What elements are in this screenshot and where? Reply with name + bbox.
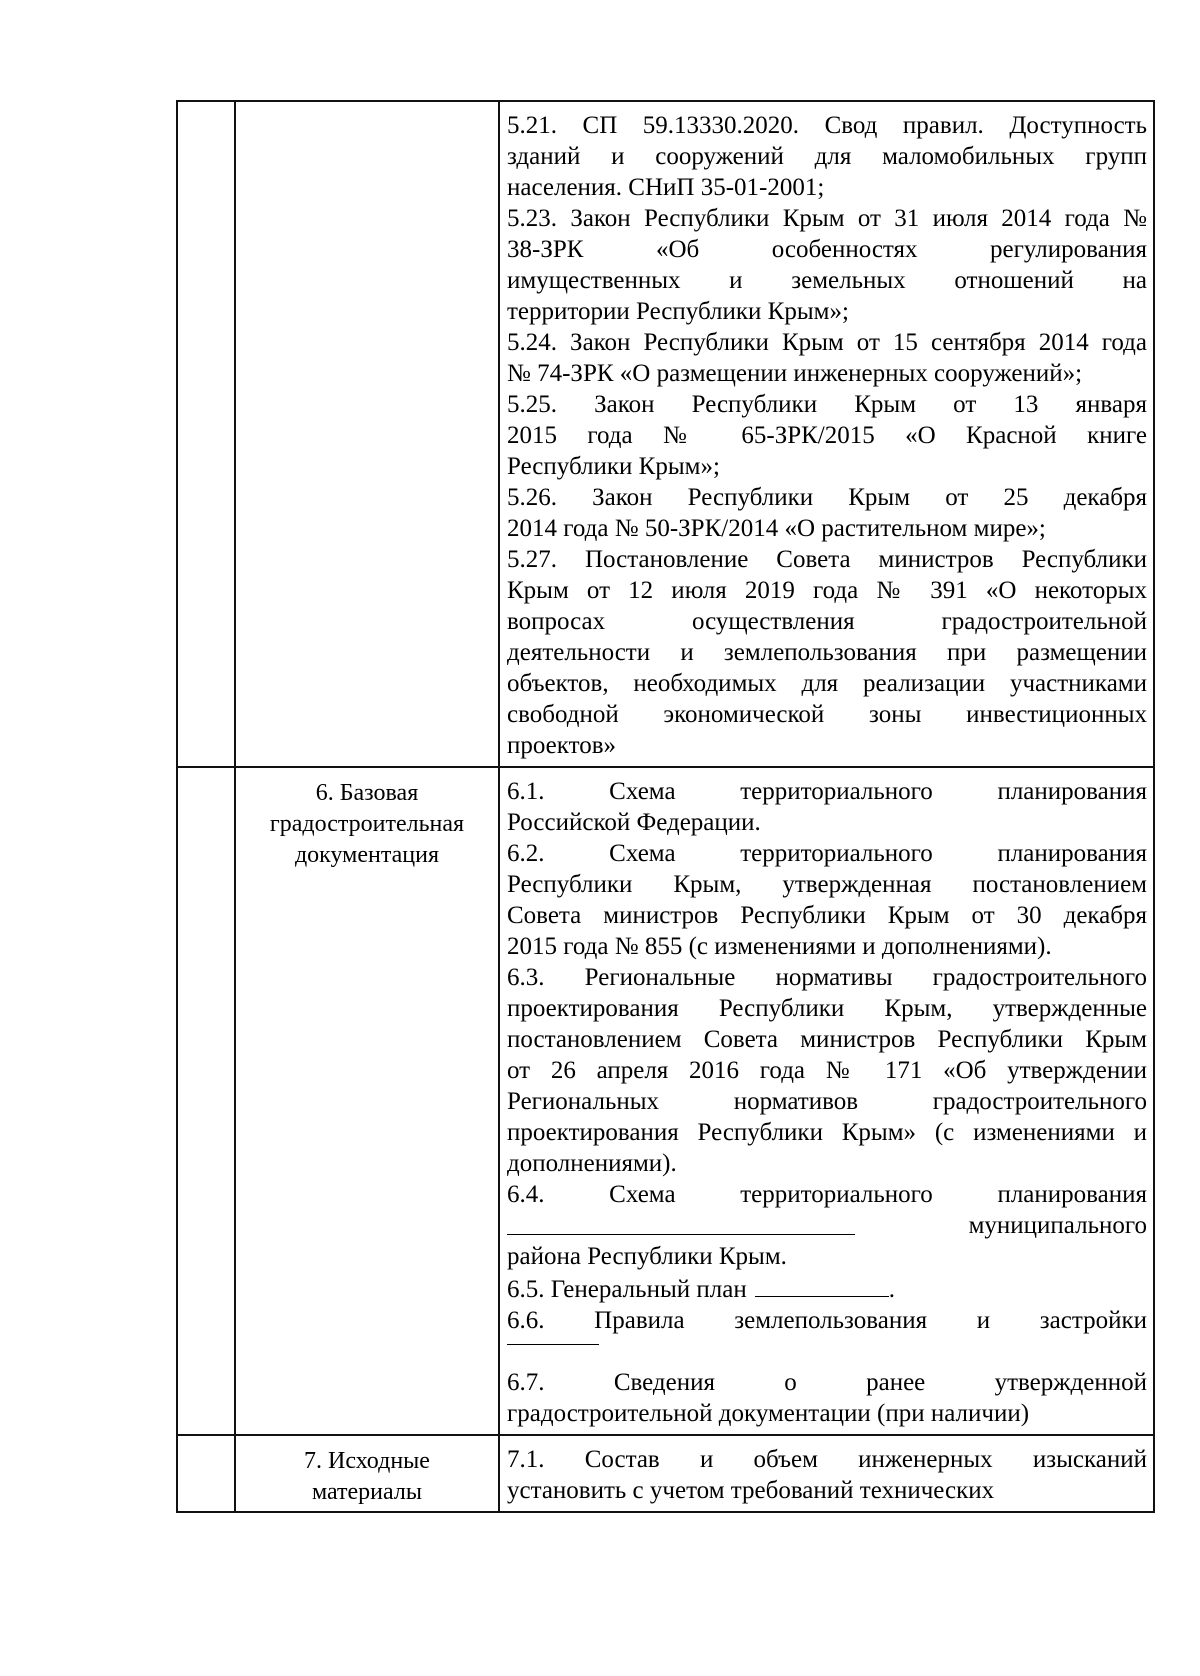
text-line: № 74-ЗРК «О размещении инженерных сооружений»;	[507, 360, 1083, 387]
text-line: Региональных нормативов градостроительного	[507, 1088, 1147, 1115]
text-line: градостроительной документации (при наличии)	[507, 1400, 1030, 1427]
blank-line-with-suffix	[507, 1210, 1147, 1241]
text-line: проектов»	[507, 732, 616, 759]
section-heading	[236, 1436, 498, 1508]
text-line: 5.21. СП 59.13330.2020. Свод правил. Доступность	[507, 112, 1147, 139]
text-line: 6.7. Сведения о ранее утвержденной	[507, 1369, 1147, 1396]
content-cell	[499, 101, 1154, 767]
text-line: от 26 апреля 2016 года № 171 «Об утверждении	[507, 1057, 1147, 1084]
list-item	[507, 776, 1147, 838]
text-line: Российской Федерации.	[507, 809, 761, 836]
text-line: 5.26. Закон Республики Крым от 25 декабря	[507, 484, 1147, 511]
text-line: 6.6. Правила землепользования и застройки	[507, 1307, 1147, 1334]
text-line: Республики Крым, утвержденная постановлением	[507, 871, 1147, 898]
list-item	[507, 203, 1147, 327]
text-line: зданий и сооружений для маломобильных групп	[507, 143, 1147, 170]
section-heading-line: 6. Базовая	[315, 780, 419, 806]
list-item	[507, 482, 1147, 544]
list-item	[507, 962, 1147, 1179]
content-cell	[499, 1435, 1154, 1512]
section-heading-line: документация	[294, 842, 440, 868]
list-item	[507, 1179, 1147, 1272]
section-heading-cell	[235, 101, 499, 767]
list-item	[507, 327, 1147, 389]
text-line: 5.25. Закон Республики Крым от 13 января	[507, 391, 1147, 418]
fill-in-blank	[507, 1336, 1147, 1367]
text-fragment: .	[888, 1276, 895, 1303]
list-item	[507, 838, 1147, 962]
text-line: территории Республики Крым»;	[507, 298, 849, 325]
text-line: 7.1. Состав и объем инженерных изысканий	[507, 1446, 1147, 1473]
table-row	[177, 767, 1154, 1435]
text-line: объектов, необходимых для реализации участниками	[507, 670, 1147, 697]
text-line: 6.3. Региональные нормативы градостроительного	[507, 964, 1147, 991]
text-line: дополнениями).	[507, 1150, 677, 1177]
content-cell	[499, 767, 1154, 1435]
list-item	[507, 1444, 1147, 1506]
text-line: деятельности и землепользования при размещении	[507, 639, 1147, 666]
text-line: 38-ЗРК «Об особенностях регулирования	[507, 236, 1147, 263]
terms-table	[176, 100, 1155, 1513]
list-item	[507, 1367, 1147, 1429]
text-line: имущественных и земельных отношений на	[507, 267, 1147, 294]
section-heading	[236, 768, 498, 871]
text-line: установить с учетом требований технических	[507, 1477, 995, 1504]
fill-in-blank	[507, 1210, 855, 1235]
text-line: населения. СНиП 35-01-2001;	[507, 174, 825, 201]
number-cell	[177, 101, 235, 767]
list-item	[507, 389, 1147, 482]
text-line: 5.27. Постановление Совета министров Республики	[507, 546, 1147, 573]
list-item	[507, 110, 1147, 203]
text-line: проектирования Республики Крым» (с изменениями и	[507, 1119, 1147, 1146]
text-line: Республики Крым»;	[507, 453, 720, 480]
text-line: вопросах осуществления градостроительной	[507, 608, 1147, 635]
text-line	[507, 1272, 1147, 1305]
text-line: 6.4. Схема территориального планирования	[507, 1181, 1147, 1208]
number-cell	[177, 767, 235, 1435]
text-line: Крым от 12 июля 2019 года № 391 «О некоторых	[507, 577, 1147, 604]
text-line: района Республики Крым.	[507, 1243, 787, 1270]
text-fragment: муниципального	[968, 1212, 1147, 1239]
list-item	[507, 544, 1147, 761]
text-line: 2015 года № 855 (с изменениями и дополнениями).	[507, 933, 1052, 960]
table-row	[177, 101, 1154, 767]
fill-in-blank	[755, 1272, 889, 1297]
text-line: Совета министров Республики Крым от 30 декабря	[507, 902, 1147, 929]
section-heading-line: материалы	[311, 1479, 422, 1505]
list-item	[507, 1272, 1147, 1305]
text-fragment: 6.5. Генеральный план	[507, 1276, 747, 1303]
section-heading-line: градостроительная	[269, 811, 465, 837]
section-heading	[236, 102, 498, 112]
text-line: проектирования Республики Крым, утвержденные	[507, 995, 1147, 1022]
number-cell	[177, 1435, 235, 1512]
text-line: 2014 года № 50-ЗРК/2014 «О растительном мире»;	[507, 515, 1046, 542]
text-line: свободной экономической зоны инвестиционных	[507, 701, 1147, 728]
section-heading-cell	[235, 767, 499, 1435]
text-line: 5.24. Закон Республики Крым от 15 сентября 2014 года	[507, 329, 1147, 356]
text-line: 6.1. Схема территориального планирования	[507, 778, 1147, 805]
text-line: 2015 года № 65-ЗРК/2015 «О Красной книге	[507, 422, 1147, 449]
text-line: 6.2. Схема территориального планирования	[507, 840, 1147, 867]
section-heading-line: 7. Исходные	[304, 1448, 430, 1474]
table-row	[177, 1435, 1154, 1512]
text-line: постановлением Совета министров Республики Крым	[507, 1026, 1147, 1053]
list-item	[507, 1305, 1147, 1367]
text-line: 5.23. Закон Республики Крым от 31 июля 2014 года №	[507, 205, 1147, 232]
section-heading-cell	[235, 1435, 499, 1512]
